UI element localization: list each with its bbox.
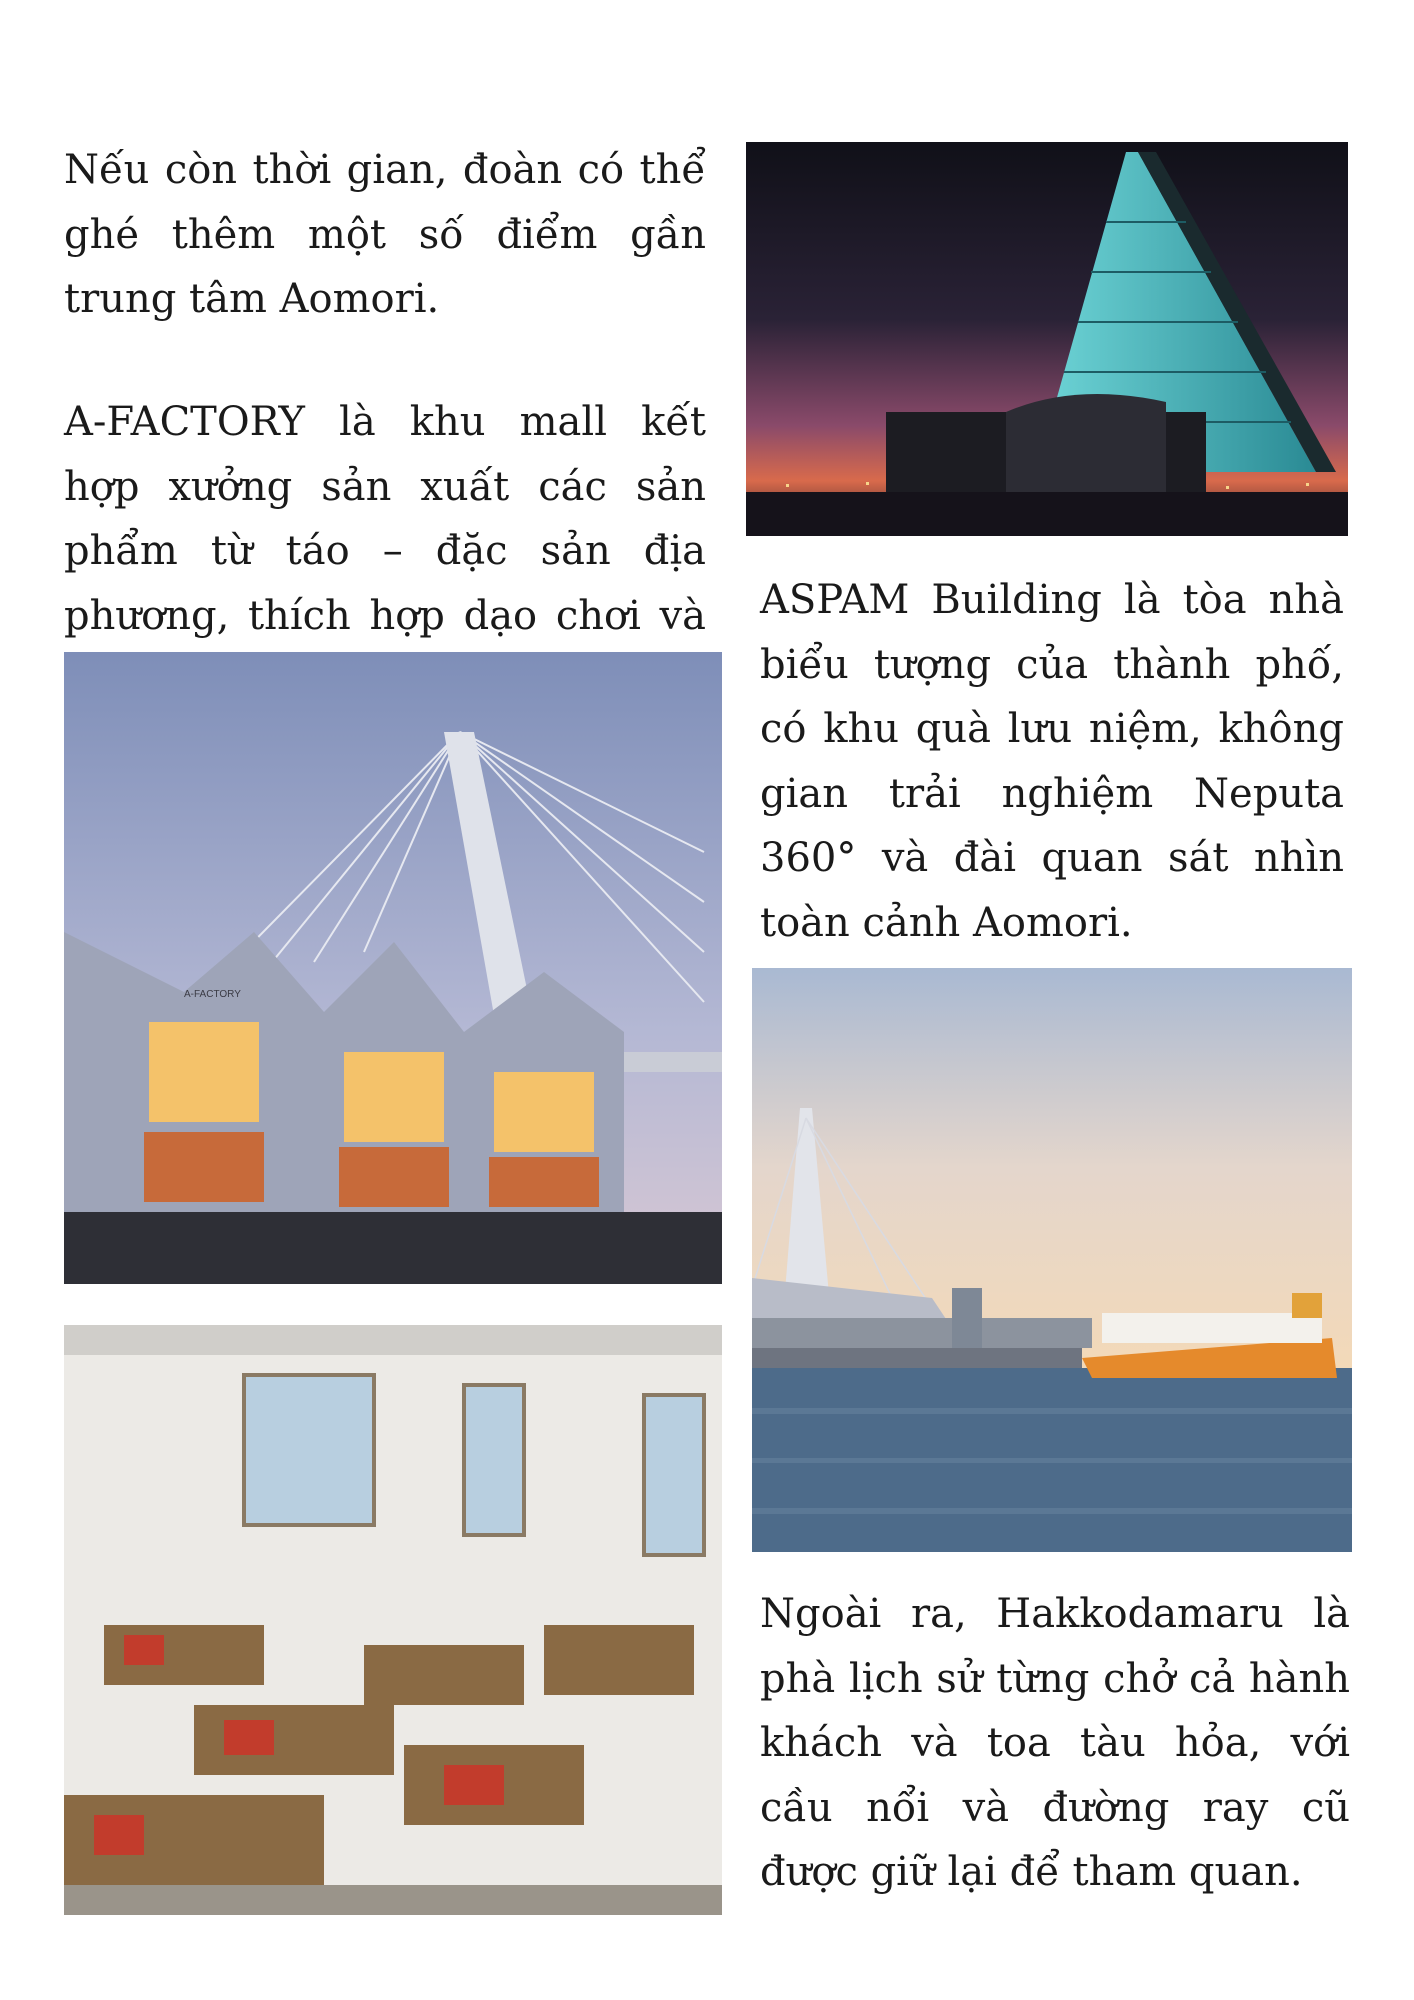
afactory-interior-photo bbox=[64, 1325, 722, 1915]
afactory-paragraph: A-FACTORY là khu mall kết hợp xưởng sản xuất các sản phẩm từ táo – đặc sản địa phương, thích hợp dạo chơi và bbox=[64, 399, 706, 639]
intro-paragraph: Nếu còn thời gian, đoàn có thể ghé thêm một số điểm gần trung tâm Aomori. bbox=[64, 147, 706, 322]
hakkodamaru-paragraph: Ngoài ra, Hakkodamaru là phà lịch sử từng chở cả hành khách và toa tàu hỏa, với cầu nổi và đường ray cũ được giữ lại để tham quan. bbox=[760, 1591, 1350, 1895]
aspam-building-photo bbox=[746, 142, 1348, 536]
aspam-paragraph: ASPAM Building là tòa nhà biểu tượng của thành phố, có khu quà lưu niệm, không gian trải nghiệm Neputa 360° và đài quan sát nhìn toàn cảnh Aomori. bbox=[760, 577, 1344, 946]
afactory-exterior-photo bbox=[64, 652, 722, 1284]
afactory-sign-text: A-FACTORY bbox=[184, 989, 241, 1000]
hakkodamaru-ferry-photo bbox=[752, 968, 1352, 1552]
